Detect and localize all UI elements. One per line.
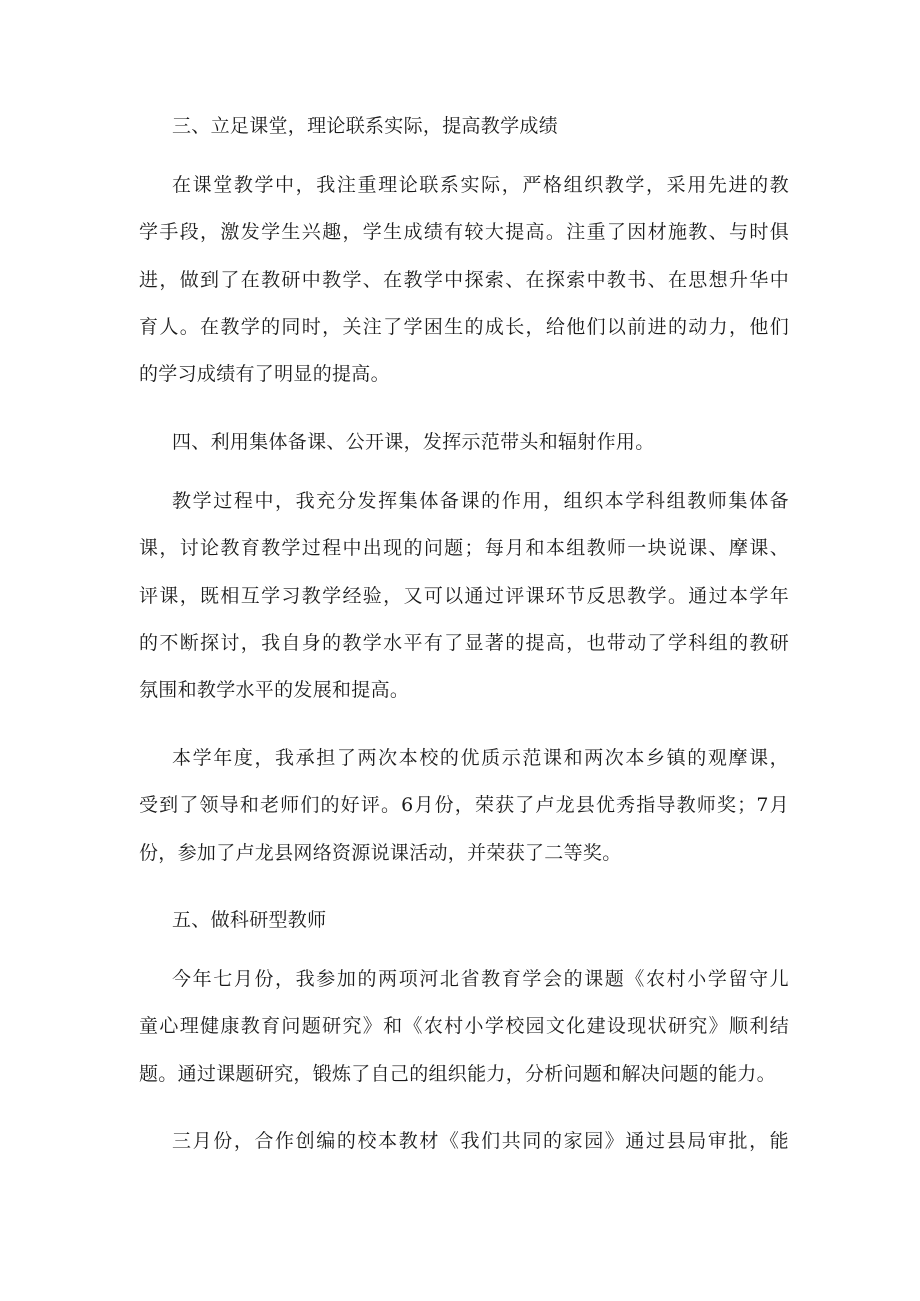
section-heading: 五、做科研型教师 — [172, 909, 327, 931]
paragraph-line: 在课堂教学中，我注重理论联系实际，严格组织教学，采用先进的教 — [172, 174, 789, 196]
section-heading: 三、立足课堂，理论联系实际，提高教学成绩 — [172, 115, 559, 137]
paragraph-line: 氛围和教学水平的发展和提高。 — [139, 679, 410, 701]
paragraph-line: 三月份，合作创编的校本教材《我们共同的家园》通过县局审批，能 — [172, 1130, 789, 1152]
paragraph-line: 进，做到了在教研中教学、在教学中探索、在探索中教书、在思想升华中 — [139, 269, 789, 291]
paragraph-line: 题。通过课题研究，锻炼了自己的组织能力，分析问题和解决问题的能力。 — [139, 1063, 776, 1085]
paragraph-line: 学手段，激发学生兴趣，学生成绩有较大提高。注重了因材施教、与时俱 — [139, 221, 789, 243]
paragraph-line: 的不断探讨，我自身的教学水平有了显著的提高，也带动了学科组的教研 — [139, 632, 789, 654]
paragraph-line: 今年七月份，我参加的两项河北省教育学会的课题《农村小学留守儿 — [172, 968, 789, 990]
paragraph-line: 教学过程中，我充分发挥集体备课的作用，组织本学科组教师集体备 — [172, 490, 789, 512]
paragraph-line: 课，讨论教育教学过程中出现的问题；每月和本组教师一块说课、摩课、 — [139, 537, 789, 559]
paragraph-line: 育人。在教学的同时，关注了学困生的成长，给他们以前进的动力，他们 — [139, 316, 789, 338]
paragraph-line: 本学年度，我承担了两次本校的优质示范课和两次本乡镇的观摩课， — [172, 747, 789, 769]
paragraph-line: 童心理健康教育问题研究》和《农村小学校园文化建设现状研究》顺利结 — [139, 1015, 789, 1037]
paragraph-line: 受到了领导和老师们的好评。6月份，荣获了卢龙县优秀指导教师奖；7月 — [139, 794, 789, 816]
paragraph-line: 份，参加了卢龙县网络资源说课活动，并荣获了二等奖。 — [139, 842, 622, 864]
section-heading: 四、利用集体备课、公开课，发挥示范带头和辐射作用。 — [172, 431, 655, 453]
paragraph-line: 评课，既相互学习教学经验，又可以通过评课环节反思教学。通过本学年 — [139, 585, 789, 607]
paragraph-line: 的学习成绩有了明显的提高。 — [139, 363, 390, 385]
